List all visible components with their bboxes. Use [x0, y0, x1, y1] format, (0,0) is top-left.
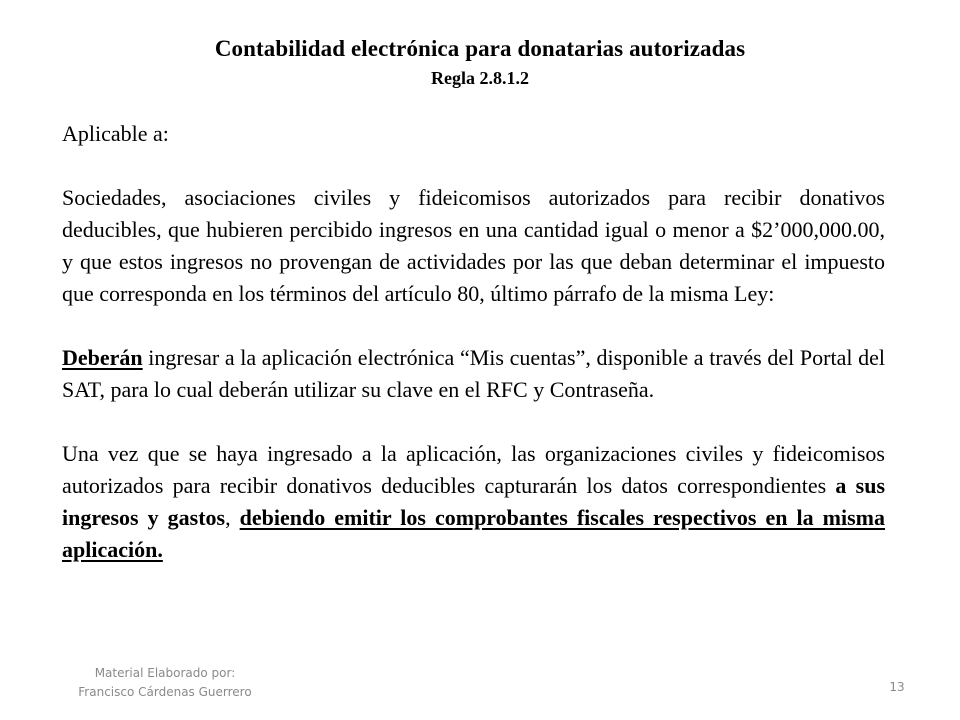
capture-bold-text: a sus ingresos y gastos: [62, 473, 885, 530]
capture-comma: ,: [225, 505, 240, 530]
slide-body: [62, 118, 885, 566]
slide-subtitle: Regla 2.8.1.2: [431, 68, 529, 88]
footer-credit-line-1: Material Elaborado por:: [94, 666, 236, 680]
capture-emphasis-text: debiendo emitir los comprobantes fiscales respectivos en la misma aplicación.: [62, 505, 886, 562]
footer-credit-line-2: Francisco Cárdenas Guerrero: [78, 685, 252, 699]
obligation-text: ingresar a la aplicación electrónica “Mis cuentas”, disponible a través del Portal del SAT, para lo cual deberán utilizar su clave en el RFC y Contraseña.: [62, 345, 885, 402]
paragraph-obligation: [62, 342, 885, 406]
applicable-label: Aplicable a:: [62, 121, 169, 146]
capture-lead-text: Una vez que se haya ingresado a la aplicación, las organizaciones civiles y fideicomisos autorizados para recibir donativos deducibles capturarán los datos correspondientes: [62, 441, 885, 498]
obligation-emphasis: Deberán: [62, 345, 143, 370]
page-number: 13: [889, 680, 905, 694]
footer-credit: [50, 664, 280, 702]
paragraph-applicability: Sociedades, asociaciones civiles y fideicomisos autorizados para recibir donativos deducibles, que hubieren percibido ingresos en una cantidad igual o menor a $2’000,000.00, y que estos ingresos no provengan de actividades por las que deban determinar el impuesto que corresponda en los términos del artículo 80, último párrafo de la misma Ley:: [62, 185, 885, 306]
paragraph-capture: [62, 438, 885, 566]
slide-title: Contabilidad electrónica para donatarias autorizadas: [214, 36, 746, 61]
